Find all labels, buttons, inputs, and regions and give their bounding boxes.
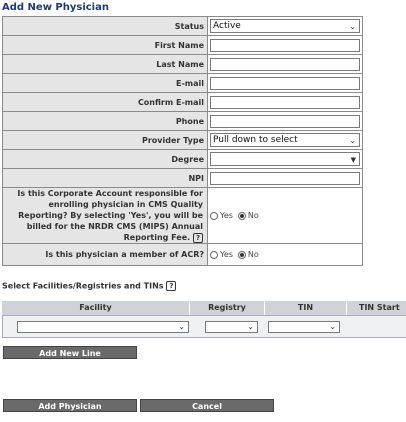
last-name-label: Last Name: [3, 55, 208, 74]
column-facility: Facility: [2, 301, 190, 315]
npi-label: NPI: [3, 169, 208, 188]
chevron-down-icon: ⌄: [329, 322, 336, 331]
confirm-email-input[interactable]: [210, 96, 360, 109]
facilities-grid: [2, 301, 406, 338]
column-registry: Registry: [190, 301, 265, 315]
chevron-down-icon: ⌄: [349, 136, 356, 145]
chevron-down-icon: ⌄: [349, 22, 356, 31]
first-name-label: First Name: [3, 36, 208, 55]
registry-select[interactable]: [205, 321, 258, 333]
facilities-section-title: Select Facilities/Registries and TINs ?: [2, 281, 176, 291]
email-label: E-mail: [3, 74, 208, 93]
degree-label: Degree: [3, 150, 208, 169]
provider-type-label: Provider Type: [3, 131, 208, 150]
npi-input[interactable]: [210, 172, 360, 185]
add-new-line-button[interactable]: Add New Line: [3, 346, 137, 359]
confirm-email-label: Confirm E-mail: [3, 93, 208, 112]
column-tin-start: TIN Start: [347, 301, 406, 315]
status-select[interactable]: Active ⌄: [210, 19, 360, 33]
first-name-input[interactable]: [210, 39, 360, 52]
phone-input[interactable]: [210, 115, 360, 128]
page-title: Add New Physician: [2, 2, 109, 13]
add-physician-button[interactable]: Add Physician: [3, 399, 137, 412]
cancel-button[interactable]: Cancel: [140, 399, 274, 412]
chevron-down-icon: ⌄: [247, 322, 254, 331]
corporate-question: Is this Corporate Account responsible for enrolling physician in CMS Quality Reporting? By selecting 'Yes', you will be billed for the NRDR CMS (MIPS) Annual Reporting Fee. ?: [3, 188, 208, 244]
acr-radio-group: Yes No: [210, 250, 360, 259]
email-input[interactable]: [210, 77, 360, 90]
column-tin: TIN: [265, 301, 347, 315]
chevron-down-icon: ⌄: [178, 322, 185, 331]
facilities-grid-header: [2, 301, 406, 315]
acr-yes-radio[interactable]: [210, 251, 218, 259]
help-icon[interactable]: ?: [193, 233, 203, 243]
triangle-down-icon: ▼: [350, 156, 356, 164]
help-icon[interactable]: ?: [166, 281, 176, 291]
corporate-yes-radio[interactable]: [210, 212, 218, 220]
acr-no-radio[interactable]: [238, 251, 246, 259]
acr-question: Is this physician a member of ACR?: [3, 244, 208, 266]
last-name-input[interactable]: [210, 58, 360, 71]
status-label: Status: [3, 17, 208, 36]
facility-select[interactable]: [17, 321, 189, 333]
provider-type-select[interactable]: Pull down to select ⌄: [210, 133, 360, 147]
phone-label: Phone: [3, 112, 208, 131]
tin-select[interactable]: [268, 321, 340, 333]
facility-row: [2, 315, 406, 338]
physician-form: [2, 16, 363, 266]
corporate-no-radio[interactable]: [238, 212, 246, 220]
corporate-radio-group: Yes No: [210, 211, 360, 220]
degree-select[interactable]: [210, 152, 360, 166]
